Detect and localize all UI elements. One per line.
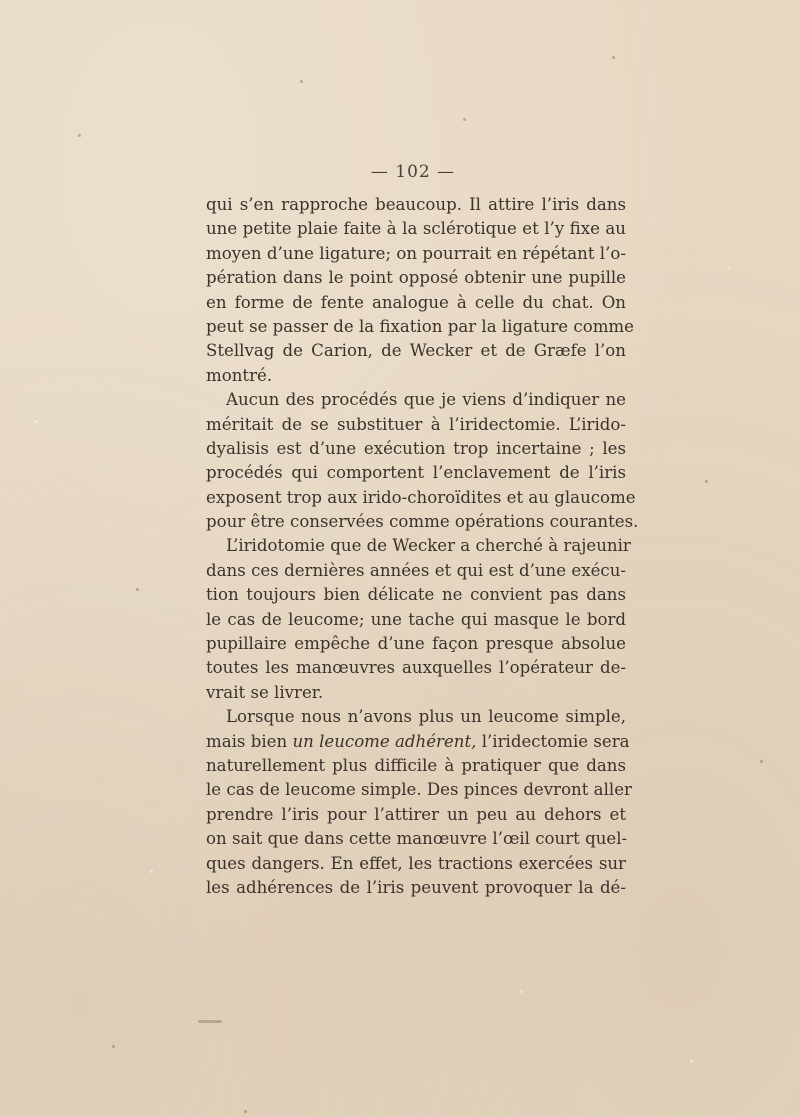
- text-line: en forme de fente analogue à celle du chat. On: [206, 292, 626, 312]
- paper-speck: [244, 1110, 247, 1113]
- text-line: peut se passer de la fixation par la ligature comme: [206, 316, 634, 336]
- text-line: pupillaire empêche d’une façon presque absolue: [206, 634, 626, 654]
- paper-speck: [112, 1045, 115, 1048]
- body-text: [206, 193, 639, 900]
- text-line: tion toujours bien délicate ne convient pas dans: [206, 585, 626, 605]
- text-line: naturellement plus difficile à pratiquer que dans: [206, 755, 626, 775]
- text-line: pération dans le point opposé obtenir une pupille: [206, 268, 626, 288]
- text-line: vrait se livrer.: [206, 682, 324, 702]
- ink-smudge: [198, 1020, 222, 1023]
- paper-speck: [520, 990, 523, 993]
- emphasized-text: un leucome adhérent,: [292, 731, 477, 751]
- paper-speck: [760, 760, 763, 763]
- text-line: moyen d’une ligature; on pourrait en répétant l’o-: [206, 243, 626, 263]
- paper-speck: [300, 80, 303, 83]
- text-line: [206, 730, 630, 754]
- text-segment: mais bien: [206, 731, 293, 751]
- text-line: prendre l’iris pour l’attirer un peu au dehors et: [206, 804, 626, 824]
- page-number: — 102 —: [370, 162, 456, 182]
- paper-speck: [78, 134, 81, 137]
- text-line: montré.: [206, 365, 273, 385]
- text-line: L’iridotomie que de Wecker a cherché à rajeunir: [226, 536, 631, 556]
- paper-speck: [463, 118, 466, 121]
- paper-speck: [690, 1060, 693, 1063]
- paper-speck: [612, 56, 615, 59]
- text-line: ques dangers. En effet, les tractions exercées sur: [206, 853, 626, 873]
- paper-speck: [136, 588, 139, 591]
- text-line: Aucun des procédés que je viens d’indiquer ne: [226, 390, 626, 410]
- text-segment: l’iridectomie sera: [476, 731, 630, 751]
- text-line: toutes les manœuvres auxquelles l’opérateur de-: [206, 658, 626, 678]
- paper-speck: [150, 870, 153, 873]
- text-line: on sait que dans cette manœuvre l’œil court quel-: [206, 829, 628, 849]
- text-line: procédés qui comportent l’enclavement de l’iris: [206, 463, 626, 483]
- text-line: méritait de se substituer à l’iridectomie. L’irido-: [206, 414, 626, 434]
- text-line: dans ces dernières années et qui est d’une exécu-: [206, 560, 626, 580]
- text-line: pour être conservées comme opérations courantes.: [206, 512, 639, 532]
- text-line: le cas de leucome; une tache qui masque le bord: [206, 609, 626, 629]
- text-line: Lorsque nous n’avons plus un leucome simple,: [226, 707, 626, 727]
- paper-speck: [705, 480, 708, 483]
- paper-speck: [34, 420, 37, 423]
- text-line: qui s’en rapproche beaucoup. Il attire l’iris dans: [206, 195, 626, 214]
- paper-speck: [728, 267, 731, 270]
- text-line: les adhérences de l’iris peuvent provoquer la dé-: [206, 877, 626, 897]
- text-line: dyalisis est d’une exécution trop incertaine ; les: [206, 438, 626, 458]
- text-line: Stellvag de Carion, de Wecker et de Græfe l’on: [206, 341, 626, 361]
- text-line: le cas de leucome simple. Des pinces devront aller: [206, 780, 632, 800]
- text-line: une petite plaie faite à la sclérotique et l’y fixe au: [206, 219, 626, 239]
- text-line: exposent trop aux irido-choroïdites et au glaucome: [206, 487, 636, 507]
